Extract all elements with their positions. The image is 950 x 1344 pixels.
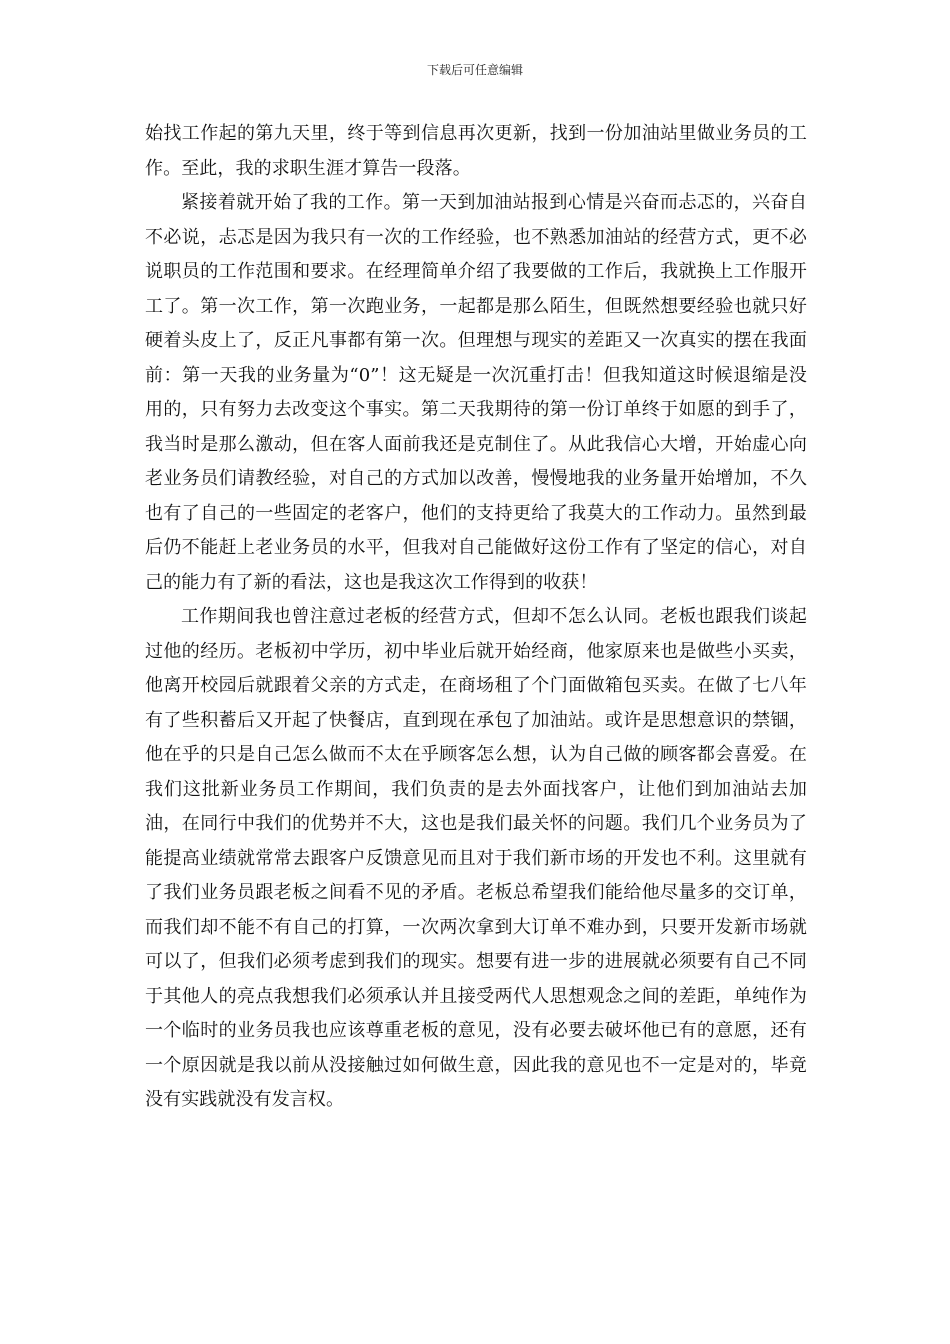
paragraph-2: 紧接着就开始了我的工作。第一天到加油站报到心情是兴奋而忐忑的，兴奋自不必说，忐忑是因为我只有一次的工作经验，也不熟悉加油站的经营方式，更不必说职员的工作范围和要求。在经理简单介绍了我要做的工作后，我就换上工作服开工了。第一次工作，第一次跑业务，一起都是那么陌生，但既然想要经验也就只好硬着头皮上了，反正凡事都有第一次。但理想与现实的差距又一次真实的摆在我面前：第一天我的业务量为“0”！这无疑是一次沉重打击！但我知道这时候退缩是没用的，只有努力去改变这个事实。第二天我期待的第一份订单终于如愿的到手了，我当时是那么激动，但在客人面前我还是克制住了。从此我信心大增，开始虚心向老业务员们请教经验，对自己的方式加以改善，慢慢地我的业务量开始增加，不久也有了自己的一些固定的老客户，他们的支持更给了我莫大的工作动力。虽然到最后仍不能赶上老业务员的水平，但我对自己能做好这份工作有了坚定的信心，对自己的能力有了新的看法，这也是我这次工作得到的收获！ — [145, 192, 807, 593]
paragraph-3: 工作期间我也曾注意过老板的经营方式，但却不怎么认同。老板也跟我们谈起过他的经历。老板初中学历，初中毕业后就开始经商，他家原来也是做些小买卖，他离开校园后就跟着父亲的方式走，在商场租了个门面做箱包买卖。在做了七八年有了些积蓄后又开起了快餐店，直到现在承包了加油站。或许是思想意识的禁锢，他在乎的只是自己怎么做而不太在乎顾客怎么想，认为自己做的顾客都会喜爱。在我们这批新业务员工作期间，我们负责的是去外面找客户，让他们到加油站去加油，在同行中我们的优势并不大，这也是我们最关怀的问题。我们几个业务员为了能提高业绩就常常去跟客户反馈意见而且对于我们新市场的开发也不利。这里就有了我们业务员跟老板之间看不见的矛盾。老板总希望我们能给他尽量多的交订单，而我们却不能不有自己的打算，一次两次拿到大订单不难办到，只要开发新市场就可以了，但我们必须考虑到我们的现实。想要有进一步的进展就必须要有自己不同于其他人的亮点我想我们必须承认并且接受两代人思想观念之间的差距，单纯作为一个临时的业务员我也应该尊重老板的意见，没有必要去破坏他已有的意愿，还有一个原因就是我以前从没接触过如何做生意，因此我的意见也不一定是对的，毕竟没有实践就没有发言权。 — [145, 606, 807, 1110]
paragraph-1: 始找工作起的第九天里，终于等到信息再次更新，找到一份加油站里做业务员的工作。至此，我的求职生涯才算告一段落。 — [145, 123, 807, 179]
document-body — [145, 117, 807, 1118]
page-header: 下载后可任意编辑 — [426, 63, 523, 77]
